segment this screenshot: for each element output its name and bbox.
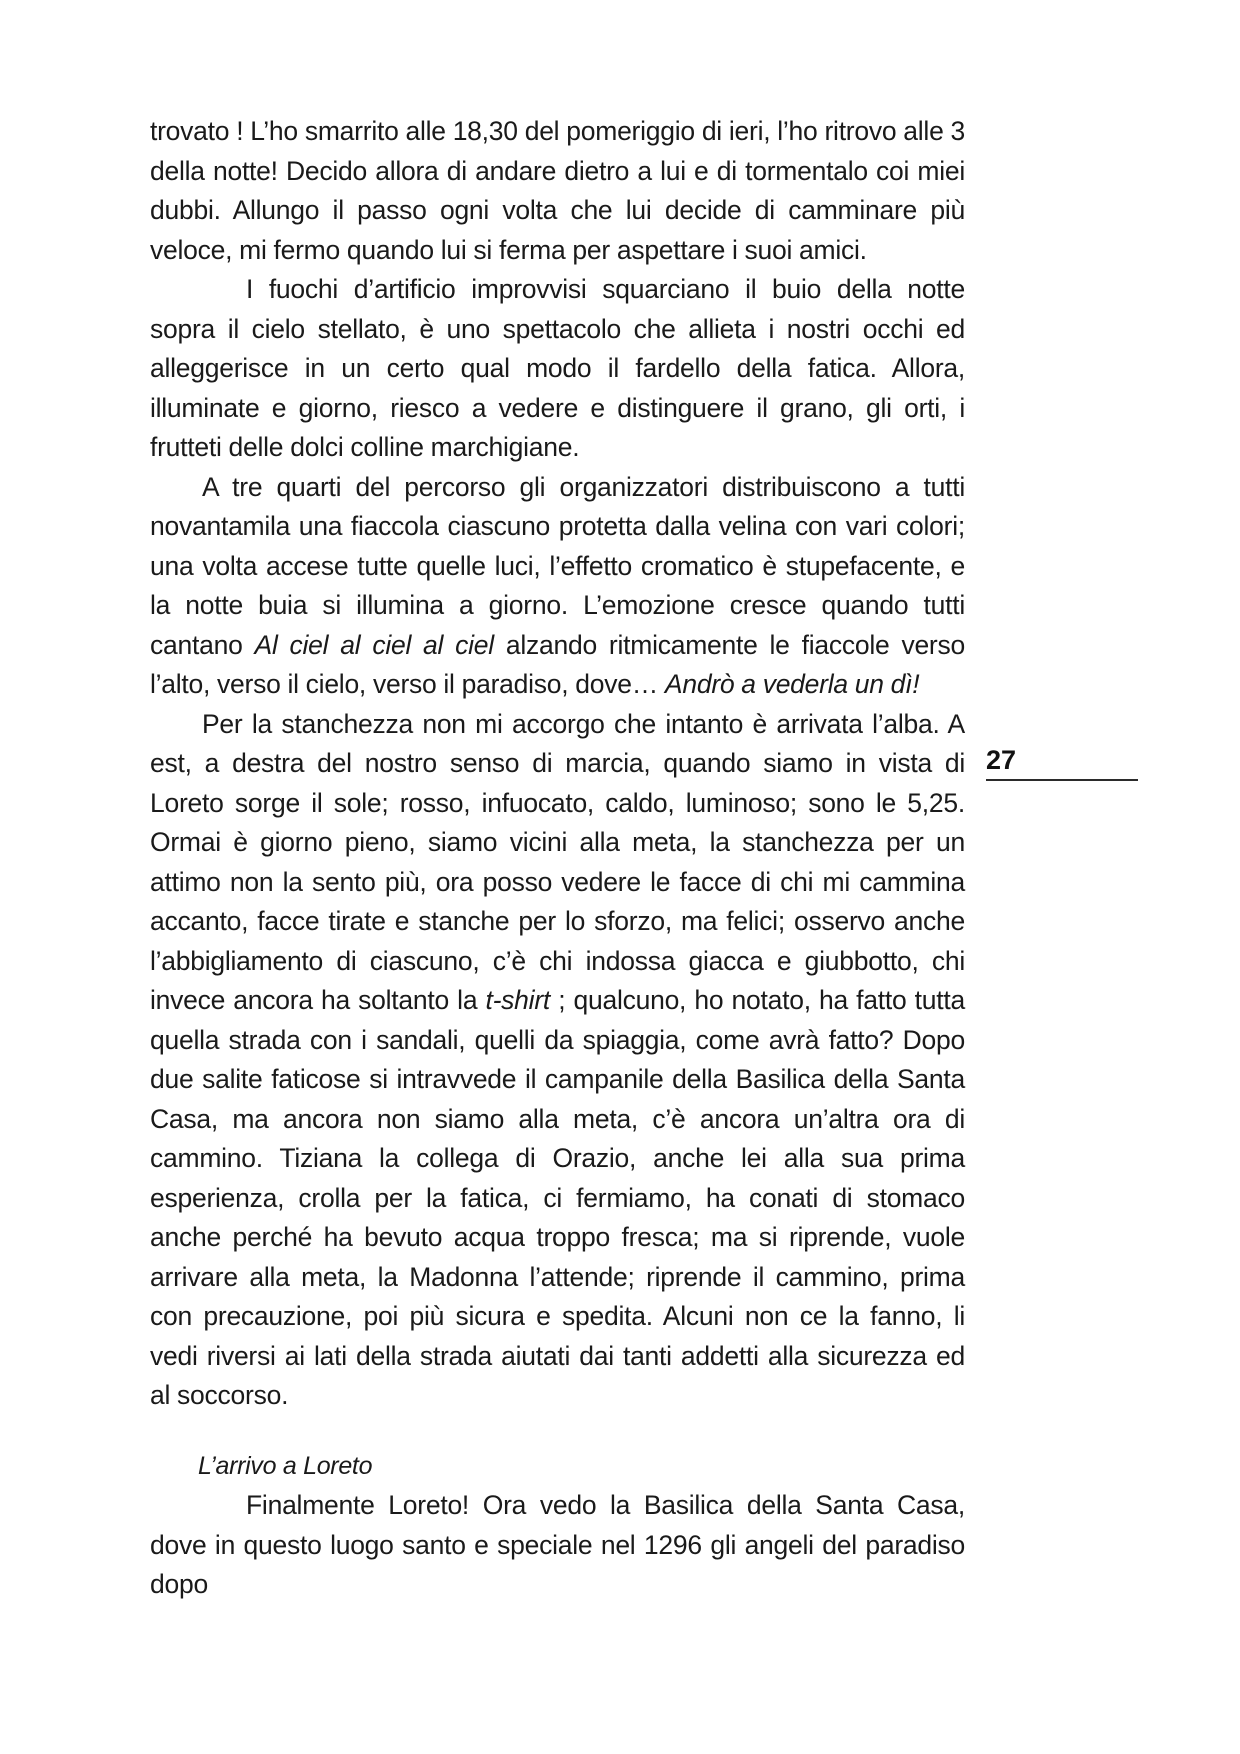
- text-run: I fuochi d’artificio improvvisi squarciano il buio della notte sopra il cielo stellato, è uno spettacolo che allieta i nostri occhi ed alleggerisce in un certo qual modo il fardello della fatica. Allora, illuminate e giorno, riesco a vedere e distinguere il grano, gli orti, i frutteti delle dolci colline marchigiane.: [150, 274, 965, 462]
- folio-block: [986, 745, 1146, 781]
- paragraph-stanchezza: [150, 705, 965, 1416]
- italic-run: Al ciel al ciel al ciel: [254, 629, 494, 660]
- paragraph-trovato: [150, 112, 965, 270]
- text-run: Per la stanchezza non mi accorgo che intanto è arrivata l’alba. A est, a destra del nostro senso di marcia, quando siamo in vista di Loreto sorge il sole; rosso, infuocato, caldo, luminoso; sono le 5,25. Ormai è giorno pieno, siamo vicini alla meta, la stanchezza per un attimo non la sento più, ora posso vedere le facce di chi mi cammina accanto, facce tirate e stanche per lo sforzo, ma felici; osservo anche l’abbigliamento di ciascuno, c’è chi indossa giacca e giubbotto, chi invece ancora ha soltanto la: [150, 708, 965, 1015]
- page-number: 27: [986, 745, 1017, 775]
- text-run: A tre quarti del percorso gli organizzatori distribuiscono a tutti novantamila una fiaccola ciascuno protetta dalla velina con vari colori; una volta accese tutte quelle luci, l’effetto cromatico è stupefacente, e la notte buia si illumina a giorno. L’emozione cresce quando tutti cantano: [150, 471, 965, 660]
- text-run: trovato ! L’ho smarrito alle 18,30 del pomeriggio di ieri, l’ho ritrovo alle 3 della notte! Decido allora di andare dietro a lui e di tormentalo coi miei dubbi. Allungo il passo ogni volta che lui decide di camminare più veloce, mi fermo quando lui si ferma per aspettare i suoi amici.: [150, 116, 965, 265]
- text-run: alzando ritmicamente le fiaccole verso l’alto, verso il cielo, verso il paradiso, dove…: [150, 629, 965, 699]
- paragraph-finalmente-loreto: [150, 1486, 965, 1605]
- section-subheading: L’arrivo a Loreto: [198, 1451, 373, 1480]
- paragraph-tre-quarti: [150, 468, 965, 705]
- folio-rule: [986, 779, 1138, 781]
- text-column: [150, 112, 965, 1605]
- italic-run: Andrò a vederla un dì!: [664, 669, 920, 699]
- section-spacer: [150, 1416, 965, 1447]
- paragraph-fuochi-artificio: [150, 270, 965, 468]
- text-run: Finalmente Loreto! Ora vedo la Basilica della Santa Casa, dove in questo luogo santo e speciale nel 1296 gli angeli del paradiso dopo: [150, 1490, 965, 1599]
- text-run: ; qualcuno, ho notato, ha fatto tutta quella strada con i sandali, quelli da spiaggia, come avrà fatto? Dopo due salite faticose si intravvede il campanile della Basilica della Santa Casa, ma ancora non siamo alla meta, c’è ancora un’altra ora di cammino. Tiziana la collega di Orazio, anche lei alla sua prima esperienza, crolla per la fatica, ci fermiamo, ha conati di stomaco anche perché ha bevuto acqua troppo fresca; ma si riprende, vuole arrivare alla meta, la Madonna l’attende; riprende il cammino, prima con precauzione, poi più sicura e spedita. Alcuni non ce la fanno, li vedi riversi ai lati della strada aiutati dai tanti addetti alla sicurezza ed al soccorso.: [150, 985, 965, 1410]
- italic-run: t-shirt: [485, 985, 550, 1015]
